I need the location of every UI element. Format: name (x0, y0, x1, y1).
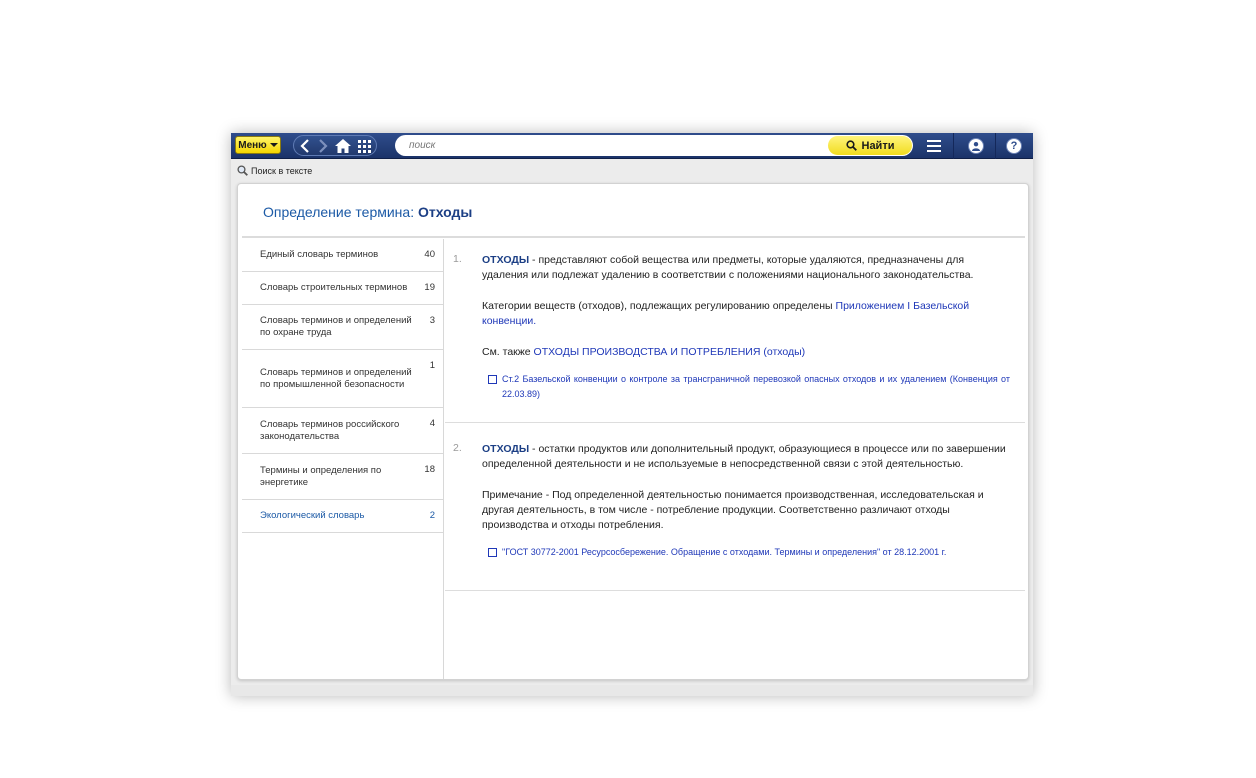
source-link[interactable] (488, 545, 1010, 560)
grid-icon (358, 140, 371, 153)
page-title (263, 204, 472, 220)
sidebar-item-count: 18 (424, 464, 435, 475)
home-button[interactable] (334, 138, 352, 154)
sidebar-item-label: Словарь терминов и определений по промышленной безопасности (260, 366, 412, 390)
entry-number: 2. (453, 442, 462, 454)
find-in-text-label: Поиск в тексте (251, 165, 313, 176)
sidebar-item-count: 4 (429, 418, 435, 429)
sidebar-item-label: Экологический словарь (260, 510, 365, 521)
back-button[interactable] (298, 138, 312, 154)
sidebar-item-unified-dictionary[interactable] (242, 239, 443, 272)
sidebar-item-russian-legislation[interactable] (242, 408, 443, 454)
definition-text: - представляют собой вещества или предметы, которые удаляются, предназначены для удаления или подлежат удалению в соответствии с положениями национального законодательства. (482, 254, 974, 281)
user-icon (968, 138, 984, 154)
sidebar-item-label: Словарь терминов и определений по охране труда (260, 315, 412, 338)
search-icon (846, 140, 857, 151)
main-toolbar (231, 133, 1033, 159)
sidebar-item-label: Словарь строительных терминов (260, 282, 408, 293)
entry-divider (445, 422, 1025, 423)
chevron-down-icon (270, 143, 278, 147)
magnifier-icon (237, 165, 248, 176)
entry-body (482, 253, 1010, 402)
list-menu-button[interactable] (925, 137, 943, 155)
forward-button[interactable] (316, 138, 330, 154)
source-text: "ГОСТ 30772-2001 Ресурсосбережение. Обращение с отходами. Термины и определения" от 28.12.2001 г. (502, 547, 947, 557)
home-icon (335, 139, 351, 153)
source-link[interactable] (488, 372, 1010, 402)
find-button[interactable] (828, 136, 912, 155)
user-button[interactable] (967, 137, 985, 155)
navigation-group (293, 135, 377, 156)
sidebar-item-count: 40 (424, 249, 435, 260)
page-title-prefix: Определение термина: (263, 204, 418, 220)
term-link[interactable]: ОТХОДЫ (482, 443, 530, 455)
hamburger-menu-icon (927, 140, 941, 152)
definition-paragraph (482, 253, 1010, 283)
document-link-icon (488, 548, 497, 557)
entry-body (482, 442, 1010, 560)
note-paragraph (482, 488, 1010, 533)
apps-button[interactable] (356, 138, 372, 154)
content-card (237, 183, 1029, 680)
sidebar-item-count: 2 (429, 510, 435, 521)
source-text: Ст.2 Базельской конвенции о контроле за трансграничной перевозкой опасных отходов и их удалением (Конвенция от 22.03.89) (502, 374, 1010, 399)
find-button-label: Найти (861, 139, 895, 152)
definition-text: - остатки продуктов или дополнительный продукт, образующиеся в процессе или по завершении определенной деятельности и не используемые в непосредственной связи с этой деятельностью. (482, 443, 1006, 470)
sub-toolbar (231, 160, 1033, 182)
sidebar-item-ecological-dictionary[interactable] (242, 500, 443, 533)
toolbar-divider (953, 133, 954, 159)
toolbar-divider (995, 133, 996, 159)
categories-paragraph (482, 299, 1010, 329)
back-arrow-icon (300, 139, 310, 153)
entry-number: 1. (453, 253, 462, 265)
see-also-link[interactable]: ОТХОДЫ ПРОИЗВОДСТВА И ПОТРЕБЛЕНИЯ (отходы) (533, 346, 806, 358)
note-text: Примечание - Под определенной деятельностью понимается производственная, исследовательская и другая деятельность, в том числе - потребление продукции. Соответственно различают отходы производства и отходы потребления. (482, 489, 984, 531)
see-also-text: См. также (482, 346, 534, 358)
dictionary-sidebar (242, 239, 444, 679)
search-box (395, 135, 913, 156)
sidebar-item-construction-terms[interactable] (242, 272, 443, 305)
see-also-paragraph (482, 345, 1010, 360)
window-footer (231, 685, 1033, 696)
categories-text: Категории веществ (отходов), подлежащих регулированию определены (482, 300, 836, 312)
definitions-article (445, 239, 1025, 679)
sidebar-item-count: 3 (429, 315, 435, 326)
sidebar-item-industrial-safety[interactable] (242, 350, 443, 408)
sidebar-item-label: Словарь терминов российского законодательства (260, 418, 400, 442)
search-input[interactable] (409, 135, 809, 156)
term-link[interactable]: ОТХОДЫ (482, 254, 530, 266)
title-divider (242, 236, 1025, 238)
help-icon: ? (1006, 138, 1022, 154)
sidebar-item-labor-safety[interactable] (242, 305, 443, 350)
page-title-term: Отходы (417, 204, 473, 220)
sidebar-item-count: 19 (424, 282, 435, 293)
find-in-text-button[interactable] (237, 165, 312, 176)
menu-button[interactable] (235, 136, 281, 154)
help-button[interactable] (1005, 137, 1023, 155)
forward-arrow-icon (318, 139, 328, 153)
sidebar-item-label: Термины и определения по энергетике (260, 464, 382, 488)
basel-annex-link[interactable]: Приложением I Базельской конвенции. (482, 300, 970, 327)
entry-divider (445, 590, 1025, 591)
definition-paragraph (482, 442, 1010, 472)
sidebar-item-energy-terms[interactable] (242, 454, 443, 500)
menu-button-label: Меню (238, 139, 267, 151)
document-link-icon (488, 375, 497, 384)
app-window (231, 133, 1033, 696)
sidebar-item-label: Единый словарь терминов (260, 249, 379, 260)
sidebar-item-count: 1 (429, 360, 435, 371)
